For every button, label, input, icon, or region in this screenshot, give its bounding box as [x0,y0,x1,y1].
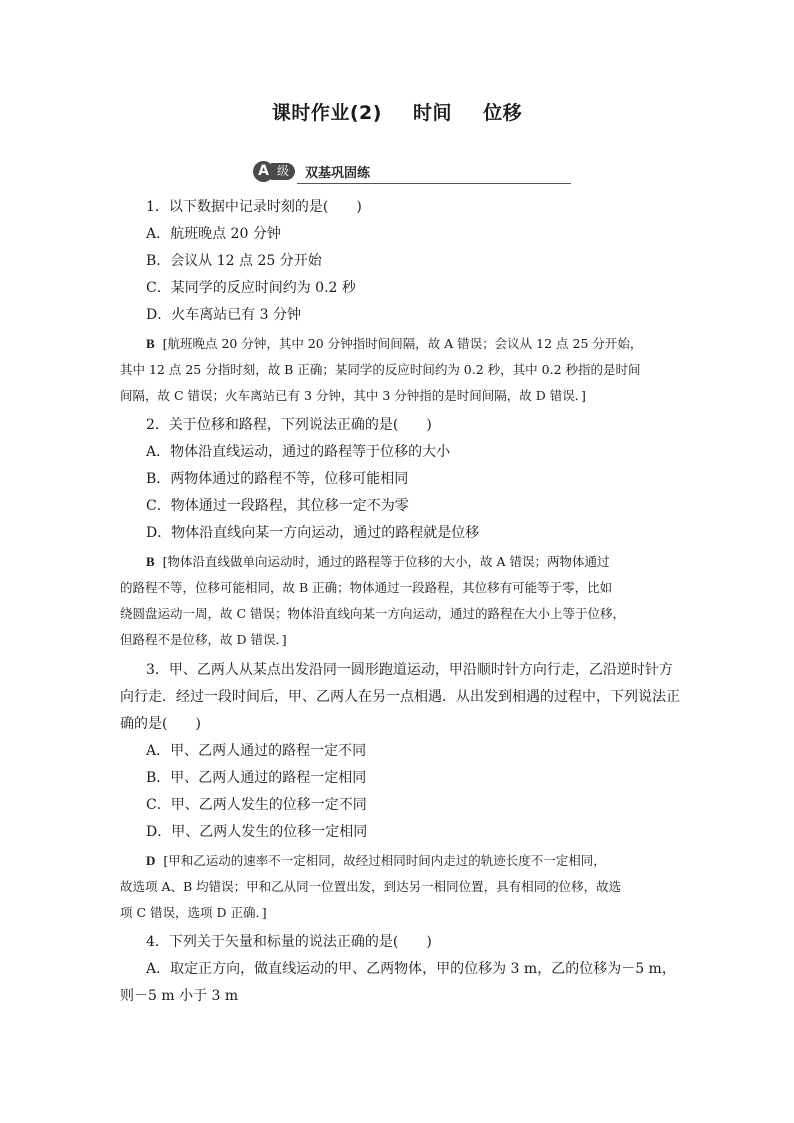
title-displacement: 位移 [483,102,523,124]
question-1-explanation-line: 间隔，故 C 错误；火车离站已有 3 分钟，其中 3 分钟指的是时间间隔，故 D 错误．] [120,388,586,403]
question-2-option-b: B．两物体通过的路程不等，位移可能相同 [146,471,409,487]
question-2-answer [146,552,609,570]
question-4-option-a-cont: 则－5 m 小于 3 m [120,988,239,1004]
question-3-stem-line: 向行走．经过一段时间后，甲、乙两人在另一点相遇．从出发到相遇的过程中，下列说法正 [120,689,680,705]
question-3-option-d: D．甲、乙两人发生的位移一定相同 [146,824,368,840]
question-1-stem: 1．以下数据中记录时刻的是( ) [146,199,362,215]
question-3-answer-key: D [146,853,156,868]
question-2-explanation-line: 但路程不是位移，故 D 错误．] [120,632,287,647]
question-3-stem-line: 确的是( ) [120,716,201,732]
level-badge [253,161,297,182]
question-4-option-a: A．取定正方向，做直线运动的甲、乙两物体，甲的位移为 3 m，乙的位移为－5 m， [146,961,676,977]
question-1-option-d: D．火车离站已有 3 分钟 [146,307,302,323]
level-badge-letter: A [253,161,274,182]
level-badge-grade: 级 [271,163,295,180]
title-main: 课时作业(2) [271,102,382,124]
question-3-option-a: A．甲、乙两人通过的路程一定不同 [146,743,367,759]
question-1-option-b: B．会议从 12 点 25 分开始 [146,253,322,269]
question-2-explanation-line: 绕圆盘运动一周，故 C 错误；物体沿直线向某一方向运动，通过的路程在大小上等于位移， [120,606,626,621]
section-label: 双基巩固练 [305,166,371,181]
section-header [253,160,571,184]
question-1-option-c: C．某同学的反应时间约为 0.2 秒 [146,280,356,296]
question-3-option-b: B．甲、乙两人通过的路程一定相同 [146,770,367,786]
question-1-answer [146,334,642,352]
question-4-stem: 4．下列关于矢量和标量的说法正确的是( ) [146,934,432,950]
question-2-option-d: D．物体沿直线向某一方向运动，通过的路程就是位移 [146,525,480,541]
question-2-explanation-line: [物体沿直线做单向运动时，通过的路程等于位移的大小，故 A 错误；两物体通过 [162,554,610,569]
question-2-option-c: C．物体通过一段路程，其位移一定不为零 [146,498,409,514]
question-2-option-a: A．物体沿直线运动，通过的路程等于位移的大小 [146,444,451,460]
question-3-explanation-line: 项 C 错误，选项 D 正确．] [120,905,267,920]
question-3-explanation-line: 故选项 A、B 均错误；甲和乙从同一位置出发，到达另一相同位置，具有相同的位移，故选 [120,879,622,894]
question-1-explanation-line: 其中 12 点 25 分指时刻，故 B 正确；某同学的反应时间约为 0.2 秒，其中 0.2 秒指的是时间 [120,362,641,377]
title-time: 时间 [413,102,453,124]
question-2-answer-key: B [146,554,155,569]
question-1-answer-key: B [146,336,155,351]
question-1-option-a: A．航班晚点 20 分钟 [146,226,281,242]
question-3-explanation-line: [甲和乙运动的速率不一定相同，故经过相同时间内走过的轨迹长度不一定相同， [163,853,606,868]
section-divider [297,183,571,184]
page-title [0,98,794,125]
question-2-stem: 2．关于位移和路程，下列说法正确的是( ) [146,417,432,433]
question-3-answer [146,851,606,869]
question-2-explanation-line: 的路程不等，位移可能相同，故 B 正确；物体通过一段路程，其位移有可能等于零，比如 [120,580,613,595]
question-3-option-c: C．甲、乙两人发生的位移一定不同 [146,797,367,813]
question-1-explanation-line: [航班晚点 20 分钟，其中 20 分钟指时间间隔，故 A 错误；会议从 12 点 25 分开始， [162,336,643,351]
question-3-stem: 3．甲、乙两人从某点出发沿同一圆形跑道运动，甲沿顺时针方向行走，乙沿逆时针方 [146,662,673,678]
